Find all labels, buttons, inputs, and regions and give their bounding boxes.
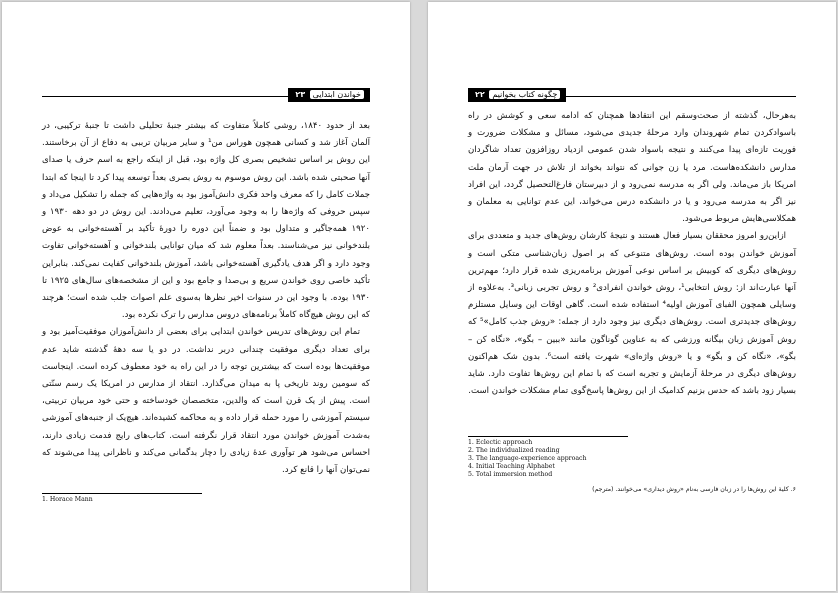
page-number: ۲۳ <box>295 90 306 99</box>
right-page <box>428 2 836 591</box>
paragraph: بعد از حدود ۱۸۴۰، روشی کاملاً متفاوت که بیشتر جنبهٔ تحلیلی داشت تا جنبهٔ ترکیبی، در آلمان آغاز شد و کسانی همچون هوراس من¹ و سایر مربیان ترببی به دفاع از آن برخاستند. این روش بر اساس تشخیص بصری کل واژه بود، قبل از اینکه راجع به اسم حرف یا صدای آنها صحبتی شده باشد. این روش موسوم به روش بصری بعداً توسعه پیدا کرد تا اینجا که ابتدا جملات کامل را که معرف واحد فکری دانش‌آموز بود به واژه‌هایی که جمله را تشکیل می‌داد و سپس حروفی که واژه‌ها را به وجود می‌آورد، تعلیم می‌دادند. این روش در دو دهه ۱۹۳۰ و ۱۹۲۰ همه‌جاگیر و متداول بود و ضمناً این دوره را دورهٔ تأکید بر آهسته‌خوانی به عوض بلندخوانی نیز می‌شناسند. بعداً معلوم شد که میان توانایی بلندخوانی و آهسته‌خوانی تفاوت وجود دارد و اگر هدف یادگیری آهسته‌خوانی باشد، آموزش بلندخوانی کفایت نمی‌کند. بنابراین تأکید خاصی روی خواندن سریع و بی‌صدا و جامع بود و این از مشخصه‌های سال‌های ۱۹۲۵ تا ۱۹۳۰ بوده. با وجود این در سنوات اخیر نظرها به‌سوی علم اصوات جلب شده است؛ هرچند که این روش هیچ‌گاه کاملاً برنامه‌های دروس مدارس را ترک نکرده بود. <box>42 121 370 321</box>
page-body <box>468 108 796 400</box>
header-badge <box>288 88 370 102</box>
page-header <box>468 86 796 100</box>
paragraph: ازاین‌رو امروز محققان بسیار فعال هستند و نتیجهٔ کارشان روش‌های جدید و متعددی برای آموزش خواندن بوده است. روش‌های متنوعی که بر اصول زبان‌شناسی متکی است و روش‌های دیگری که کوبیش بر اساس نوعی آموزش برنامه‌ریزی شده قرار دارد؛ مهم‌ترین آنها عبارت‌اند از: روش انتخابی¹، روش خواندن انفرادی² و روش تجربی زبانی³. به‌علاوه از وسایلی همچون الفبای آموزش اولیه⁴ استفاده شده است. گاهی اوقات این وسایل مستلزم روش‌های جدیدتری است. روش‌های دیگری نیز وجود دارد از جمله: «روش جذب کامل»⁵ که روش آموزش زبان بیگانه ورزشی که به عناوین گوناگون مانند «ببین – بگو»، «نگاه کن – بگو»، «نگاه کن و بگو» و یا «روش واژه‌ای» شهرت یافته است⁶. بدون شک هم‌اکنون روش‌های دیگری در مرحلهٔ آزمایش و تجربه است که با تمام این روش‌ها تفاوت دارد. شاید بسیار زود باشد که حدس بزنیم کدامیک از این روش‌ها پاسخ‌گوی تمام مشکلات خواندن است. <box>468 231 796 397</box>
paragraph: تمام این روش‌های تدریس خواندن ابتدایی برای بعضی از دانش‌آموزان موفقیت‌آمیز بود و برای تعداد دیگری موفقیت چندانی دربر نداشت. در دو یا سه دههٔ گذشته شاید عدم موفقیت‌ها بوده است که بیشترین توجه را در این راه به خود معطوف کرده است. اینجاست که سومین روند تاریخی پا به میدان می‌گذارد. انتقاد از مدارس در امریکا یک رسم سنّتی است. پیش از یک قرن است که والدین، متخصصان خودساخته و حتی خود مربیان تربیتی، سیستم آموزشی را مورد حمله قرار داده و به محاکمه کشیده‌اند. هیچ‌یک از جنبه‌های آموزشی به‌شدت آموزش خواندن مورد انتقاد قرار نگرفته است. کتاب‌های رایج فدمت زیادی دارند، احساس می‌شود هر توآوری عدهٔ زیادی را دچار بدگمانی می‌کند و ناظرانی پیدا می‌شوند که نمی‌توان آنها را قانع کرد. <box>42 327 370 476</box>
running-title: خواندن ابتدایی <box>310 90 364 99</box>
page-header <box>42 86 370 100</box>
footnotes <box>42 496 93 504</box>
left-page <box>2 2 410 591</box>
page-number: ۲۲ <box>475 90 485 99</box>
footnote-rule <box>42 493 202 494</box>
footnote: 4. Initial Teaching Alphabet <box>468 463 555 470</box>
running-title: چگونه کتاب بخوانیم <box>489 90 560 99</box>
footnote-rule <box>468 436 628 437</box>
footnote: 1. Eclectic approach <box>468 439 533 446</box>
footnote: 5. Total immersion method <box>468 471 553 478</box>
page-body <box>42 118 370 479</box>
footnote: 1. Horace Mann <box>42 496 93 503</box>
footnotes <box>468 439 587 479</box>
header-badge <box>468 88 566 102</box>
footnote: 3. The language-experience approach <box>468 455 587 462</box>
paragraph: به‌هرحال، گذشته از صحت‌وسقم این انتقادها همچنان که ادامه سعی و کوشش در راه باسوادکردن تمام شهروندان وارد مرحلهٔ جدیدی می‌شود، مسائل و مشکلات ضرورت و فوریت تازه‌ای پیدا می‌کنند و نتیجه باسواد شدن عمومی ازدیاد روزافزون تعداد شاگردان مدارس دانشکده‌هاست. مرد یا زن جوانی که نتواند بخواند از تلاش در جهت آرمان ملت امریکا باز می‌ماند. ولی اگر به مدرسه نمی‌رود و از دبیرستان فارغ‌التحصیل گردد، این افراد نیز اگر به مدرسه می‌رود و یا در دانشکده درس می‌خواند، این عدم توانایی به معلمان و همکلاسی‌هایش مربوط می‌شود. <box>468 111 796 225</box>
footnote: 2. The individualized reading <box>468 447 560 454</box>
footnote-translator-note: ۶. کلیهٔ این روش‌ها را در زبان فارسی به‌نام «روش دیداری» می‌خوانند. (مترجم) <box>592 486 796 493</box>
